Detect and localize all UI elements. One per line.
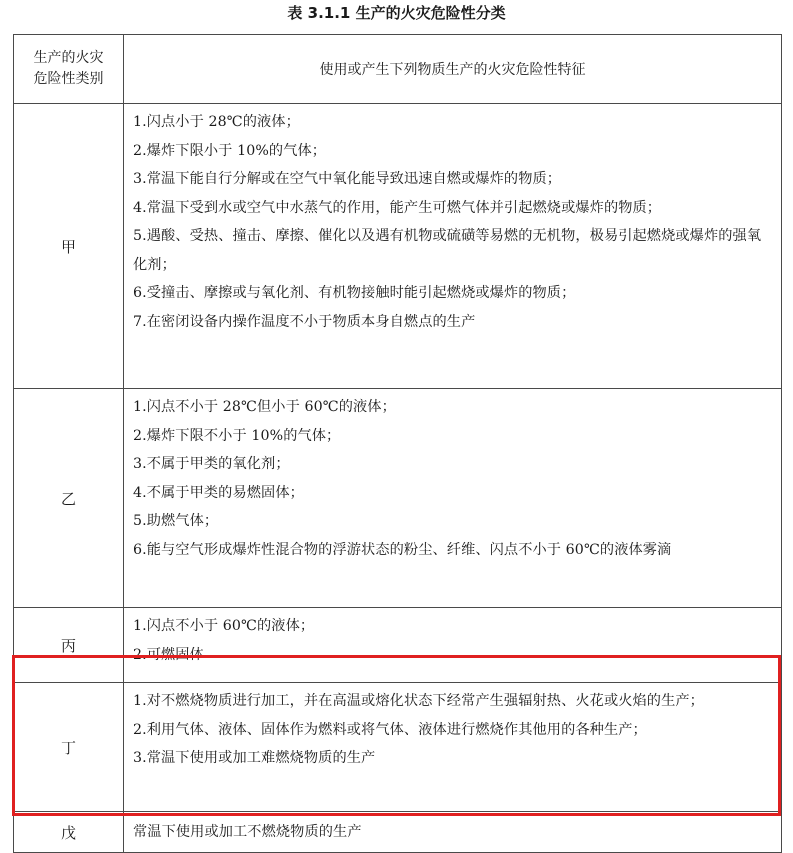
feature-cell — [124, 104, 782, 389]
fire-hazard-table — [13, 34, 782, 853]
feature-item: 3.常温下使用或加工难燃烧物质的生产 — [133, 750, 376, 766]
feature-item: 常温下使用或加工不燃烧物质的生产 — [133, 823, 362, 840]
feature-item: 6.受撞击、摩擦或与氧化剂、有机物接触时能引起燃烧或爆炸的物质； — [133, 285, 576, 301]
header-feature-cell: 使用或产生下列物质生产的火灾危险性特征 — [124, 35, 782, 104]
feature-item: 3.不属于甲类的氧化剂； — [133, 456, 290, 472]
table-row — [14, 104, 782, 389]
feature-item: 2.利用气体、液体、固体作为燃料或将气体、液体进行燃烧作其他用的各种生产； — [133, 721, 647, 738]
feature-item: 5.遇酸、受热、撞击、摩擦、催化以及遇有机物或硫磺等易燃的无机物，极易引起燃烧或爆炸的强氧化剂； — [133, 228, 762, 273]
header-class-line1: 生产的火灾 — [33, 50, 104, 66]
feature-item: 6.能与空气形成爆炸性混合物的浮游状态的粉尘、纤维、闪点不小于 60℃的液体雾滴 — [133, 541, 672, 558]
table-caption: 表 3.1.1 生产的火灾危险性分类 — [287, 4, 506, 22]
table-row — [14, 683, 782, 812]
feature-item: 4.常温下受到水或空气中水蒸气的作用，能产生可燃气体并引起燃烧或爆炸的物质； — [133, 199, 662, 216]
feature-cell — [124, 608, 782, 683]
feature-item: 5.助燃气体； — [133, 513, 219, 529]
feature-item: 1.对不燃烧物质进行加工，并在高温或熔化状态下经常产生强辐射热、火花或火焰的生产； — [133, 693, 704, 709]
feature-item: 1.闪点不小于 60℃的液体； — [133, 618, 315, 634]
table-row — [14, 608, 782, 683]
feature-cell — [124, 812, 782, 853]
header-class-line2: 危险性类别 — [33, 71, 104, 87]
feature-item: 4.不属于甲类的易燃固体； — [133, 484, 304, 501]
table-row — [14, 812, 782, 853]
header-row — [14, 35, 782, 104]
feature-item: 2.可燃固体 — [133, 646, 204, 663]
category-cell: 乙 — [14, 389, 124, 608]
feature-cell — [124, 683, 782, 812]
feature-item: 3.常温下能自行分解或在空气中氧化能导致迅速自燃或爆炸的物质； — [133, 171, 562, 187]
feature-item: 7.在密闭设备内操作温度不小于物质本身自燃点的生产 — [133, 313, 476, 330]
feature-item: 2.爆炸下限不小于 10%的气体； — [133, 427, 341, 444]
category-cell: 戊 — [14, 812, 124, 853]
category-cell: 丙 — [14, 608, 124, 683]
feature-item: 1.闪点小于 28℃的液体； — [133, 114, 300, 130]
category-cell: 甲 — [14, 104, 124, 389]
table-row — [14, 389, 782, 608]
feature-item: 2.爆炸下限小于 10%的气体； — [133, 142, 327, 159]
header-class-cell — [14, 35, 124, 104]
category-cell: 丁 — [14, 683, 124, 812]
feature-item: 1.闪点不小于 28℃但小于 60℃的液体； — [133, 399, 396, 415]
feature-cell — [124, 389, 782, 608]
